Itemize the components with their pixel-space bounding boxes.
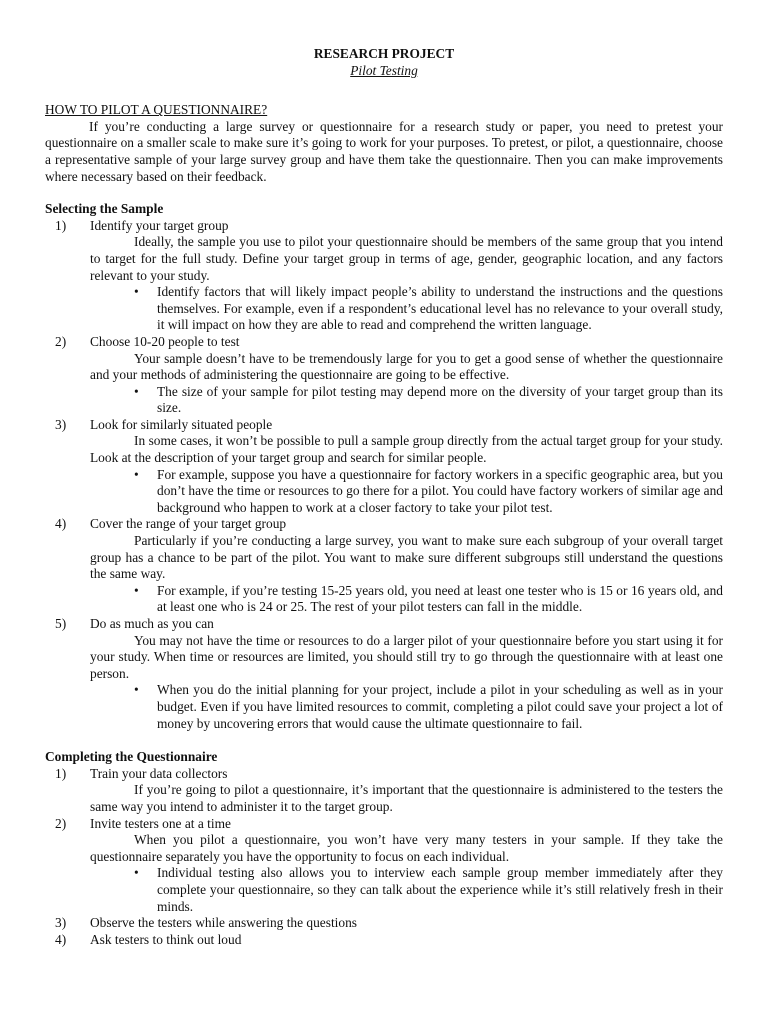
bullet-icon: • — [134, 284, 139, 300]
bullet-text: For example, suppose you have a questionnaire for factory workers in a specific geographic area, but you don’t have the time or resources to go there for a pilot. You could have factory workers of similar age and background who happen to work at a closer factory to take your pilot test. — [157, 466, 723, 515]
list-item-label: Cover the range of your target group — [90, 516, 287, 532]
section-heading: Completing the Questionnaire — [45, 749, 218, 765]
bullet-icon: • — [134, 865, 139, 881]
sections-container — [45, 201, 723, 948]
document-page — [45, 46, 723, 948]
bullet-text: For example, if you’re testing 15-25 years old, you need at least one tester who is 15 or 16 years old, and at least one who is 24 or 25. The rest of your pilot testers can fall in the middle. — [157, 582, 723, 615]
bullet-point — [45, 284, 723, 334]
list-item-body: In some cases, it won’t be possible to pull a sample group directly from the actual target group for your study. Look at the description of your target group and search for similar people. — [90, 433, 723, 466]
bullet-text: The size of your sample for pilot testing may depend more on the diversity of your target group than its size. — [157, 383, 723, 416]
bullet-point — [45, 865, 723, 915]
list-item — [45, 417, 723, 434]
list-item-label: Identify your target group — [90, 217, 229, 233]
list-item — [45, 616, 723, 633]
intro-paragraph: If you’re conducting a large survey or questionnaire for a research study or paper, you need to pretest your questionnaire on a smaller scale to make sure it’s going to work for your purposes. To pretest, or pilot, a questionnaire, choose a representative sample of your large survey group and have them take the questionnaire. Then you can make improvements where necessary based on their feedback. — [45, 118, 723, 184]
bullet-icon: • — [134, 466, 139, 482]
list-item-body: Particularly if you’re conducting a large survey, you want to make sure each subgroup of your overall target group has a chance to be part of the pilot. You want to make sure different subgroups still understand the questions the same way. — [90, 533, 723, 582]
intro-heading: HOW TO PILOT A QUESTIONNAIRE? — [45, 102, 268, 118]
list-item — [45, 915, 723, 932]
list-item — [45, 816, 723, 833]
list-item-label: Invite testers one at a time — [90, 815, 231, 831]
document-subtitle: Pilot Testing — [350, 62, 418, 78]
section-heading: Selecting the Sample — [45, 201, 164, 217]
list-item — [45, 766, 723, 783]
bullet-icon: • — [134, 582, 139, 598]
list-item — [45, 218, 723, 235]
list-item-number: 2) — [55, 815, 67, 831]
list-item-label: Do as much as you can — [90, 616, 214, 631]
list-item-body: When you pilot a questionnaire, you won’t have very many testers in your sample. If they take the questionnaire separately you have the opportunity to focus on each individual. — [90, 832, 723, 864]
document-title: RESEARCH PROJECT — [313, 46, 455, 61]
bullet-point — [45, 583, 723, 616]
list-item-label: Ask testers to think out loud — [90, 931, 242, 947]
list-item — [45, 932, 723, 949]
bullet-icon: • — [134, 682, 139, 698]
list-item-number: 2) — [55, 333, 67, 349]
bullet-point — [45, 467, 723, 517]
list-item — [45, 334, 723, 351]
list-item-number: 3) — [55, 915, 67, 931]
list-item-label: Look for similarly situated people — [90, 416, 273, 432]
list-item-number: 4) — [55, 931, 67, 947]
bullet-point — [45, 682, 723, 732]
list-item-body: Ideally, the sample you use to pilot your questionnaire should be members of the same group that you intend to target for the full study. Define your target group in terms of age, gender, geographic location, and any factors relevant to your study. — [90, 234, 723, 283]
bullet-icon: • — [134, 383, 139, 399]
list-item-label: Choose 10-20 people to test — [90, 333, 240, 349]
list-item-label: Observe the testers while answering the questions — [90, 915, 358, 931]
list-item-body: If you’re going to pilot a questionnaire, it’s important that the questionnaire is administered to the testers the same way you intend to administer it to the target group. — [90, 782, 723, 814]
list-item-body: You may not have the time or resources to do a larger pilot of your questionnaire before you start using it for your study. When time or resources are limited, you should still try to go through the questionnaire with at least one person. — [90, 632, 723, 681]
bullet-text: Individual testing also allows you to interview each sample group member immediately after they complete your questionnaire, so they can talk about the experience while it’s still relatively fresh in their minds. — [157, 865, 723, 914]
list-item-number: 3) — [55, 416, 67, 432]
bullet-text: When you do the initial planning for your project, include a pilot in your scheduling as well as in your budget. Even if you have limited resources to commit, completing a pilot could save your project a lot of money by uncovering errors that would cause the ultimate questionnaire to fail. — [157, 682, 723, 731]
bullet-point — [45, 384, 723, 417]
bullet-text: Identify factors that will likely impact people’s ability to understand the instructions and the questions themselves. For example, even if a respondent’s educational level has no relevance to your overall study, it will impact on how they are able to read and comprehend the written language. — [157, 284, 723, 333]
list-item — [45, 516, 723, 533]
list-item-number: 4) — [55, 516, 67, 532]
list-item-label: Train your data collectors — [90, 765, 228, 781]
list-item-body: Your sample doesn’t have to be tremendously large for you to get a good sense of whether the questionnaire and your methods of administering the questionnaire are going to be effective. — [90, 350, 723, 383]
list-item-number: 1) — [55, 765, 67, 781]
list-item-number: 5) — [55, 616, 67, 631]
list-item-number: 1) — [55, 217, 67, 233]
